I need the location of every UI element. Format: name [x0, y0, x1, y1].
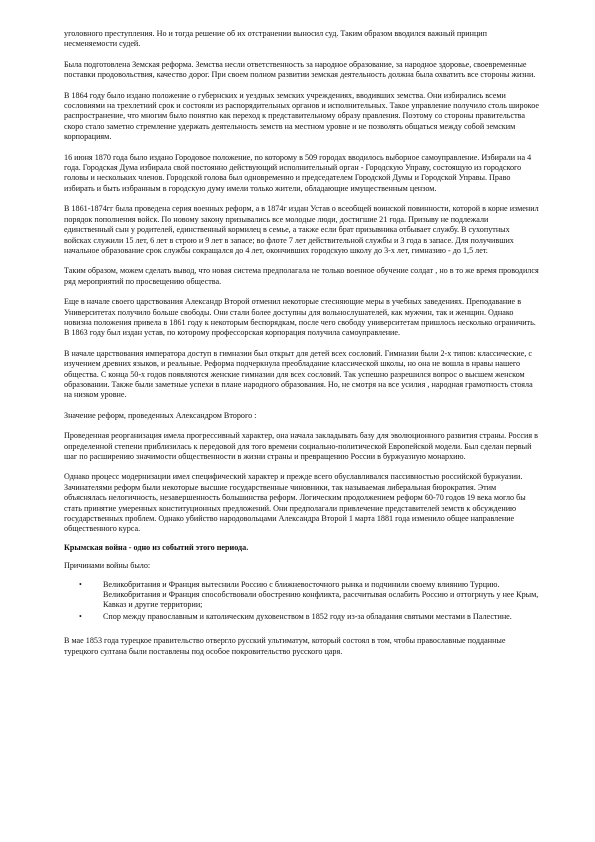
paragraph-military-reform: В 1861-1874гг была проведена серия военных реформ, а в 1874г издан Устав о всеобщей воинской повинности, которой в корне изменил порядок пополнения войск. По новому закону призывались все молодые люди, достигшие 21 года. Призыву не подлежали единственный сын у родителей, единственный кормилец в семье, а также если брат призывника отбывает службу. В сухопутных войсках служили 15 лет, 6 лет в строю и 9 лет в запасе; во флоте 7 лет действительной службы и 3 года в запасе. Для получивших начальное образование срок службы сокращался до 4 лет, окончивших городскую школу до 3-х лет, гимназию - до 1,5 лет.: [64, 204, 539, 255]
paragraph-conclusion-military: Таким образом, можем сделать вывод, что новая система предполагала не только военное обучение солдат , но в то же время проводился ряд мероприятий по просвещению общества.: [64, 266, 539, 286]
cause-text: Великобритания и Франция вытеснили Россию с ближневосточного рынка и подчинили своему влиянию Турцию. Великобритания и Франция способствовали обострению конфликта, рассчитывая ослабить Россию и оттогрнуть у нее Крым, Кавказ и другие территории;: [103, 579, 539, 610]
paragraph-universities: Еще в начале своего царствования Александр Второй отменил некоторые стесняющие меры в учебных заведениях. Преподавание в Университетах получило больше свободы. Они стали более доступны для вольнослушателей, как мужчин, так и женщин. Однако новизна положения привела в 1861 году к некоторым беспорядкам, после чего свободу университетам пришлось несколько ограничить. В 1863 году был издан устав, по которому профессорская корпорация получила самоуправление.: [64, 297, 536, 338]
paragraph-zemstvo-1864: В 1864 году было издано положение о губернских и уездных земских учреждениях, вводивших земства. Они избирались всеми сословиями на трехлетний срок и состояли из распорядительных органов и исполнительных. Такое управление получило столь широкое распространение, что многим было понятно как переход к представительному образу правления. Поэтому со стороны правительства скоро стало заметно стремление удержать деятельность земств на местном уровне и не позволять общаться между собой земским корпорациям.: [64, 90, 539, 142]
paragraph-ultimatum: В мае 1853 года турецкое правительство отвергло русский ультиматум, который состоял в том, чтобы православные подданные турецкого султана были поставлены под особое покровительство русского царя.: [64, 636, 506, 656]
paragraph-zemstvo-reform: Была подготовлена Земская реформа. Земства несли ответственность за народное образование, за народное здоровье, своевременные поставки продовольствия, качество дорог. При своем полном развитии земская деятельность должна была охватить все стороны жизни.: [64, 59, 536, 80]
meaning-intro: Значение реформ, проведенных Александром Второго :: [64, 410, 257, 420]
causes-list: [64, 580, 539, 623]
list-item: [64, 580, 539, 611]
paragraph-gymnasiums: В начале царствования императора доступ в гимназии был открыт для детей всех сословий. Гимназии были 2-х типов: классические, с изучением древних языков, и реальные. Реформа подчеркнула преобладание классической школы, но она не вошла в нравы нашего общества. С конца 50-х годов появляются женские гимназии для всех сословий. Так успешно разрешился вопрос о высшем женском образовании. Также были заметные успехи в плане народного образования. Но, не смотря на все усилия , народная грамотность стояла на низком уровне.: [64, 348, 533, 400]
causes-intro: Причинами войны было:: [64, 561, 151, 571]
bullet-icon: •: [79, 579, 82, 589]
paragraph-city-statute: 16 июня 1870 года было издано Городовое положение, по которому в 509 городах вводилось выборное самоуправление. Избирали на 4 года. Городская Дума избирала свой постоянно действующий исполнительный орган - Городскую Управу, состоящую из городского головы и нескольких членов. Городской голова был одновременно и председателем Городской Думы и Городской Управы. Право избирать и быть избранным в городскую думу имели только жители, обладающие имущественным цензом.: [64, 152, 532, 193]
paragraph-judges: уголовного преступления. Но и тогда решение об их отстранении выносил суд. Таким образом вводился важный принцип несменяемости судей.: [64, 29, 487, 49]
bullet-icon: •: [79, 611, 82, 621]
list-item: [64, 612, 539, 622]
paragraph-meaning-modernization: Однако процесс модернизации имел специфический характер и прежде всего обуславливался пассивностью российской буржуазии. Зачинателями реформ были некоторые высшие государственные чиновники, так называемая либеральная бюрократия. Этим объяснялась нелогичность, незавершенность большинства реформ. Логическим продолжением реформ 60-70 годов 19 века могло бы стать принятие умеренных конституционных предложений. Они предполагали привлечение представителей земств к обсуждению государственных проблем. Однако убийство народовольцами Александра Второй 1 марта 1881 года изменило общее направление общественного курса.: [64, 472, 526, 534]
paragraph-meaning-progressive: Проведенная реорганизация имела прогрессивный характер, она начала закладывать базу для эволюционного развития страны. Россия в определенной степени приблизилась к передовой для того времени социально-политической Европейской модели. Был сделан первый шаг по расширению значимости общественности в жизни страны и превращению России в буржуазную монархию.: [64, 431, 538, 461]
cause-text: Спор между православным и католическим духовенством в 1852 году из-за обладания святыми местами в Палестине.: [103, 611, 512, 621]
crimean-war-heading: Крымская война - одно из событий этого периода.: [64, 542, 249, 552]
